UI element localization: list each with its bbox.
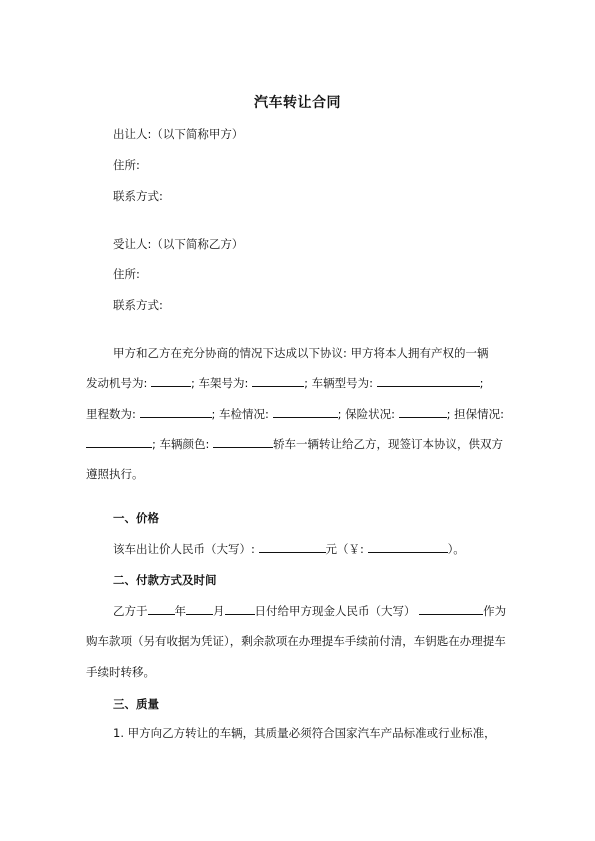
agreement-paragraph — [86, 338, 509, 489]
color-label: ; 车辆颜色: — [152, 436, 210, 451]
insurance-label: ; 保险状况: — [337, 406, 395, 421]
price-label: 该车出让价人民币（大写）: — [113, 542, 255, 556]
separator: ; — [479, 376, 484, 391]
mileage-blank — [140, 405, 212, 418]
payment-lead: 乙方于 — [113, 604, 148, 618]
engine-blank — [151, 374, 191, 387]
model-blank — [377, 374, 480, 387]
seller-contact-label: 联系方式: — [113, 189, 163, 203]
frame-label: ; 车架号为: — [191, 376, 249, 391]
inspection-blank — [273, 405, 338, 418]
day-blank — [225, 602, 255, 615]
section1-heading: 一、价格 — [113, 511, 159, 525]
buyer-contact-label: 联系方式: — [113, 298, 163, 312]
price-close: ）。 — [447, 542, 465, 556]
price-line — [113, 540, 465, 557]
seller-name-label: 出让人:（以下简称甲方） — [113, 127, 244, 141]
model-label: ; 车辆型号为: — [304, 376, 373, 391]
year-label: 年 — [174, 604, 186, 618]
insurance-blank — [399, 405, 447, 418]
buyer-address-label: 住所: — [113, 267, 140, 281]
agreement-tail: 轿车一辆转让给乙方，现签订本协议，供双方遵照执行。 — [86, 436, 504, 482]
page-title: 汽车转让合同 — [254, 95, 341, 111]
seller-address-label: 住所: — [113, 158, 140, 172]
color-blank — [213, 435, 273, 448]
guarantee-label: ; 担保情况: — [446, 406, 505, 421]
payment-amount-blank — [419, 602, 483, 615]
frame-blank — [252, 374, 304, 387]
inspection-label: ; 车检情况: — [211, 406, 269, 421]
month-label: 月 — [213, 604, 225, 618]
engine-label: 发动机号为: — [86, 376, 148, 391]
day-label: 日付给甲方现金人民币（大写） — [254, 604, 416, 618]
quality-paragraph — [86, 718, 509, 748]
guarantee-blank — [86, 435, 152, 448]
section3-heading: 三、质量 — [113, 697, 159, 711]
agreement-intro: 甲方和乙方在充分协商的情况下达成以下协议: 甲方将本人拥有产权的一辆 — [113, 346, 489, 360]
payment-rest: 作为购车款项（另有收据为凭证），剩余款项在办理提车手续前付清，车钥匙在办理提车手续时转移。 — [86, 604, 507, 679]
month-blank — [186, 602, 213, 615]
section2-heading: 二、付款方式及时间 — [113, 573, 217, 587]
mileage-label: 里程数为: — [86, 406, 136, 421]
price-yuan-label: 元（￥: — [325, 542, 364, 556]
price-number-blank — [368, 540, 448, 553]
buyer-name-label: 受让人:（以下简称乙方） — [113, 237, 244, 251]
quality-item-1: 1. 甲方向乙方转让的车辆，其质量必须符合国家汽车产品标准或行业标准， — [113, 726, 496, 740]
price-words-blank — [259, 540, 326, 553]
payment-paragraph — [86, 596, 509, 687]
year-blank — [148, 602, 175, 615]
